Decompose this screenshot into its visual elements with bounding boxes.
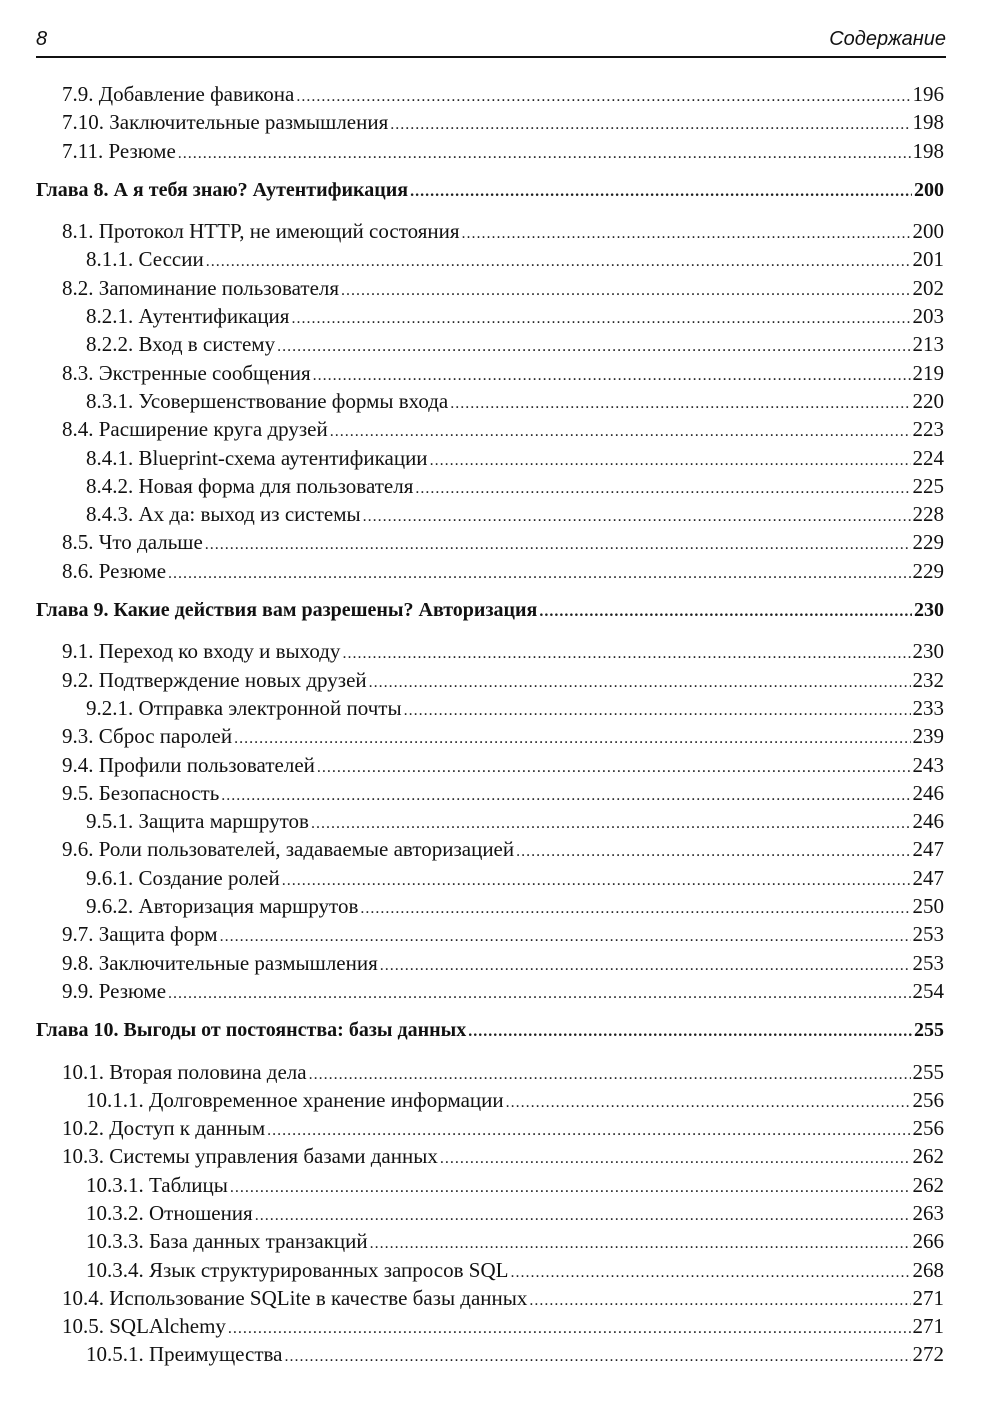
toc-entry-row <box>36 1114 944 1142</box>
toc-page-number: 229 <box>912 530 944 555</box>
toc-entry-row <box>36 1312 944 1340</box>
toc-entry-title: 8.6. Резюме <box>62 558 167 583</box>
dot-leader <box>221 782 910 810</box>
dot-leader <box>440 1145 911 1173</box>
dot-leader <box>291 305 910 333</box>
table-of-contents <box>36 80 944 1369</box>
dot-leader <box>450 390 910 418</box>
toc-entry-row <box>36 217 944 245</box>
toc-page-number: 256 <box>912 1116 944 1141</box>
dot-leader <box>206 248 911 276</box>
toc-entry-title: 10.1. Вторая половина дела <box>62 1059 307 1084</box>
toc-entry-row <box>36 864 944 892</box>
dot-leader <box>404 697 911 725</box>
toc-entry-title: 7.10. Заключительные размышления <box>62 110 389 135</box>
toc-entry-row <box>36 751 944 779</box>
toc-page-number: 243 <box>912 752 944 777</box>
dot-leader <box>285 1343 911 1371</box>
toc-page-number: 271 <box>912 1285 944 1310</box>
toc-entry-row <box>36 80 944 108</box>
dot-leader <box>341 277 910 305</box>
toc-entry-title: 8.4. Расширение круга друзей <box>62 417 328 442</box>
toc-entry-row <box>36 137 944 165</box>
toc-page-number: 223 <box>912 417 944 442</box>
toc-chapter-row <box>36 1016 944 1044</box>
toc-entry-row <box>36 807 944 835</box>
dot-leader <box>539 598 912 626</box>
toc-page-number: 198 <box>912 138 944 163</box>
toc-entry-title: 10.3.2. Отношения <box>86 1200 253 1225</box>
toc-entry-row <box>36 666 944 694</box>
toc-page-number: 230 <box>914 599 944 622</box>
dot-leader <box>370 1230 911 1258</box>
dot-leader <box>309 1061 911 1089</box>
toc-entry-row <box>36 779 944 807</box>
toc-entry-row <box>36 472 944 500</box>
toc-entry-row <box>36 245 944 273</box>
toc-entry-row <box>36 500 944 528</box>
toc-page-number: 198 <box>912 110 944 135</box>
dot-leader <box>205 531 911 559</box>
toc-entry-title: 8.4.3. Ах да: выход из системы <box>86 502 361 527</box>
dot-leader <box>369 669 911 697</box>
toc-page-number: 196 <box>912 82 944 106</box>
toc-entry-row <box>36 359 944 387</box>
dot-leader <box>390 111 910 139</box>
toc-entry-title: 10.5.1. Преимущества <box>86 1342 283 1367</box>
toc-page-number: 247 <box>912 837 944 862</box>
toc-page-number: 266 <box>912 1229 944 1254</box>
toc-entry-title: Глава 8. А я тебя знаю? Аутентификация <box>36 178 409 201</box>
toc-page-number: 220 <box>912 388 944 413</box>
dot-leader <box>220 923 911 951</box>
toc-entry-title: 8.3. Экстренные сообщения <box>62 360 311 385</box>
toc-page-number: 224 <box>912 445 944 470</box>
dot-leader <box>282 867 911 895</box>
toc-entry-title: 10.4. Использование SQLite в качестве базы данных <box>62 1285 528 1310</box>
toc-entry-row <box>36 920 944 948</box>
toc-page-number: 272 <box>912 1342 944 1367</box>
toc-page-number: 246 <box>912 809 944 834</box>
toc-page-number: 233 <box>912 695 944 720</box>
toc-entry-row <box>36 892 944 920</box>
toc-page-number: 228 <box>912 502 944 527</box>
toc-entry-title: 10.1.1. Долговременное хранение информации <box>86 1087 504 1112</box>
toc-entry-title: 9.5.1. Защита маршрутов <box>86 809 309 834</box>
toc-page-number: 247 <box>912 865 944 890</box>
dot-leader <box>506 1089 911 1117</box>
dot-leader <box>311 810 911 838</box>
toc-entry-row <box>36 949 944 977</box>
dot-leader <box>228 1315 911 1343</box>
dot-leader <box>168 980 910 1008</box>
toc-entry-row <box>36 528 944 556</box>
dot-leader <box>516 838 910 866</box>
toc-entry-title: 9.6.2. Авторизация маршрутов <box>86 894 359 919</box>
dot-leader <box>313 362 911 390</box>
toc-page-number: 239 <box>912 724 944 749</box>
toc-entry-row <box>36 977 944 1005</box>
toc-page-number: 200 <box>912 219 944 244</box>
toc-page-number: 225 <box>912 473 944 498</box>
page-number: 8 <box>36 28 48 50</box>
toc-entry-row <box>36 1340 944 1368</box>
toc-page-number: 255 <box>914 1019 944 1042</box>
toc-entry-row <box>36 1171 944 1199</box>
toc-entry-row <box>36 557 944 585</box>
dot-leader <box>178 140 911 168</box>
page-header <box>36 26 946 58</box>
toc-entry-row <box>36 415 944 443</box>
toc-entry-title: 8.4.2. Новая форма для пользователя <box>86 473 414 498</box>
toc-page-number: 202 <box>912 275 944 300</box>
toc-entry-title: 8.2. Запоминание пользователя <box>62 275 340 300</box>
toc-page-number: 203 <box>912 304 944 329</box>
toc-entry-row <box>36 1142 944 1170</box>
toc-page-number: 232 <box>912 667 944 692</box>
toc-entry-title: 10.3.4. Язык структурированных запросов SQL <box>86 1257 509 1282</box>
toc-chapter-row <box>36 596 944 624</box>
toc-page-number: 262 <box>912 1172 944 1197</box>
toc-page-number: 255 <box>912 1059 944 1084</box>
dot-leader <box>230 1174 911 1202</box>
toc-entry-title: 7.9. Добавление фавикона <box>62 82 295 106</box>
toc-entry-row <box>36 330 944 358</box>
toc-entry-row <box>36 302 944 330</box>
running-title: Содержание <box>829 28 946 50</box>
toc-entry-row <box>36 835 944 863</box>
dot-leader <box>360 895 910 923</box>
toc-entry-row <box>36 694 944 722</box>
toc-page-number: 254 <box>912 978 944 1003</box>
toc-entry-title: 9.1. Переход ко входу и выходу <box>62 639 341 664</box>
toc-entry-title: Глава 10. Выгоды от постоянства: базы данных <box>36 1019 467 1042</box>
dot-leader <box>462 220 911 248</box>
toc-page-number: 219 <box>912 360 944 385</box>
dot-leader <box>330 418 911 446</box>
toc-page-number: 256 <box>912 1087 944 1112</box>
toc-entry-title: 10.3.3. База данных транзакций <box>86 1229 368 1254</box>
toc-entry-row <box>36 722 944 750</box>
dot-leader <box>317 754 911 782</box>
toc-entry-title: 10.3. Системы управления базами данных <box>62 1144 438 1169</box>
toc-entry-row <box>36 1284 944 1312</box>
toc-entry-row <box>36 444 944 472</box>
toc-entry-title: Глава 9. Какие действия вам разрешены? Авторизация <box>36 599 538 622</box>
toc-page-number: 262 <box>912 1144 944 1169</box>
toc-entry-title: 8.2.1. Аутентификация <box>86 304 290 329</box>
dot-leader <box>410 178 912 206</box>
toc-entry-title: 9.2.1. Отправка электронной почты <box>86 695 402 720</box>
toc-entry-row <box>36 274 944 302</box>
toc-entry-row <box>36 108 944 136</box>
toc-entry-title: 10.2. Доступ к данным <box>62 1116 266 1141</box>
toc-entry-title: 10.5. SQLAlchemy <box>62 1314 226 1339</box>
toc-entry-row <box>36 1227 944 1255</box>
toc-entry-title: 8.1.1. Сессии <box>86 247 204 272</box>
toc-entry-title: 9.2. Подтверждение новых друзей <box>62 667 367 692</box>
toc-entry-row <box>36 1199 944 1227</box>
toc-chapter-row <box>36 176 944 204</box>
toc-entry-title: 9.4. Профили пользователей <box>62 752 315 777</box>
toc-entry-row <box>36 387 944 415</box>
toc-entry-title: 7.11. Резюме <box>62 138 176 163</box>
toc-page-number: 246 <box>912 780 944 805</box>
dot-leader <box>234 725 910 753</box>
dot-leader <box>415 475 910 503</box>
toc-page-number: 271 <box>912 1314 944 1339</box>
toc-entry-title: 9.3. Сброс паролей <box>62 724 233 749</box>
toc-entry-row <box>36 1086 944 1114</box>
toc-page-number: 268 <box>912 1257 944 1282</box>
toc-entry-title: 8.5. Что дальше <box>62 530 203 555</box>
toc-entry-title: 8.2.2. Вход в систему <box>86 332 276 357</box>
dot-leader <box>168 560 910 588</box>
dot-leader <box>277 333 910 361</box>
dot-leader <box>468 1018 912 1046</box>
toc-entry-row <box>36 1256 944 1284</box>
toc-page-number: 213 <box>912 332 944 357</box>
toc-page-number: 250 <box>912 894 944 919</box>
dot-leader <box>380 952 911 980</box>
toc-entry-title: 9.7. Защита форм <box>62 922 218 947</box>
toc-entry-title: 9.6.1. Создание ролей <box>86 865 280 890</box>
toc-page-number: 253 <box>912 950 944 975</box>
dot-leader <box>342 640 910 668</box>
toc-entry-row <box>36 1058 944 1086</box>
toc-page-number: 200 <box>914 178 944 201</box>
toc-page-number: 263 <box>912 1200 944 1225</box>
dot-leader <box>255 1202 911 1230</box>
toc-entry-title: 8.4.1. Blueprint-схема аутентификации <box>86 445 428 470</box>
toc-entry-title: 9.9. Резюме <box>62 978 167 1003</box>
toc-entry-title: 8.1. Протокол HTTP, не имеющий состояния <box>62 219 460 244</box>
dot-leader <box>510 1259 910 1287</box>
dot-leader <box>267 1117 910 1145</box>
toc-page-number: 230 <box>912 639 944 664</box>
toc-entry-title: 9.8. Заключительные размышления <box>62 950 378 975</box>
toc-entry-title: 10.3.1. Таблицы <box>86 1172 228 1197</box>
dot-leader <box>363 503 911 531</box>
toc-page-number: 229 <box>912 558 944 583</box>
toc-entry-title: 8.3.1. Усовершенствование формы входа <box>86 388 449 413</box>
dot-leader <box>296 83 910 111</box>
toc-entry-title: 9.6. Роли пользователей, задаваемые авторизацией <box>62 837 515 862</box>
dot-leader <box>529 1287 910 1315</box>
toc-page-number: 201 <box>912 247 944 272</box>
dot-leader <box>430 447 911 475</box>
toc-entry-title: 9.5. Безопасность <box>62 780 220 805</box>
toc-page-number: 253 <box>912 922 944 947</box>
toc-entry-row <box>36 637 944 665</box>
